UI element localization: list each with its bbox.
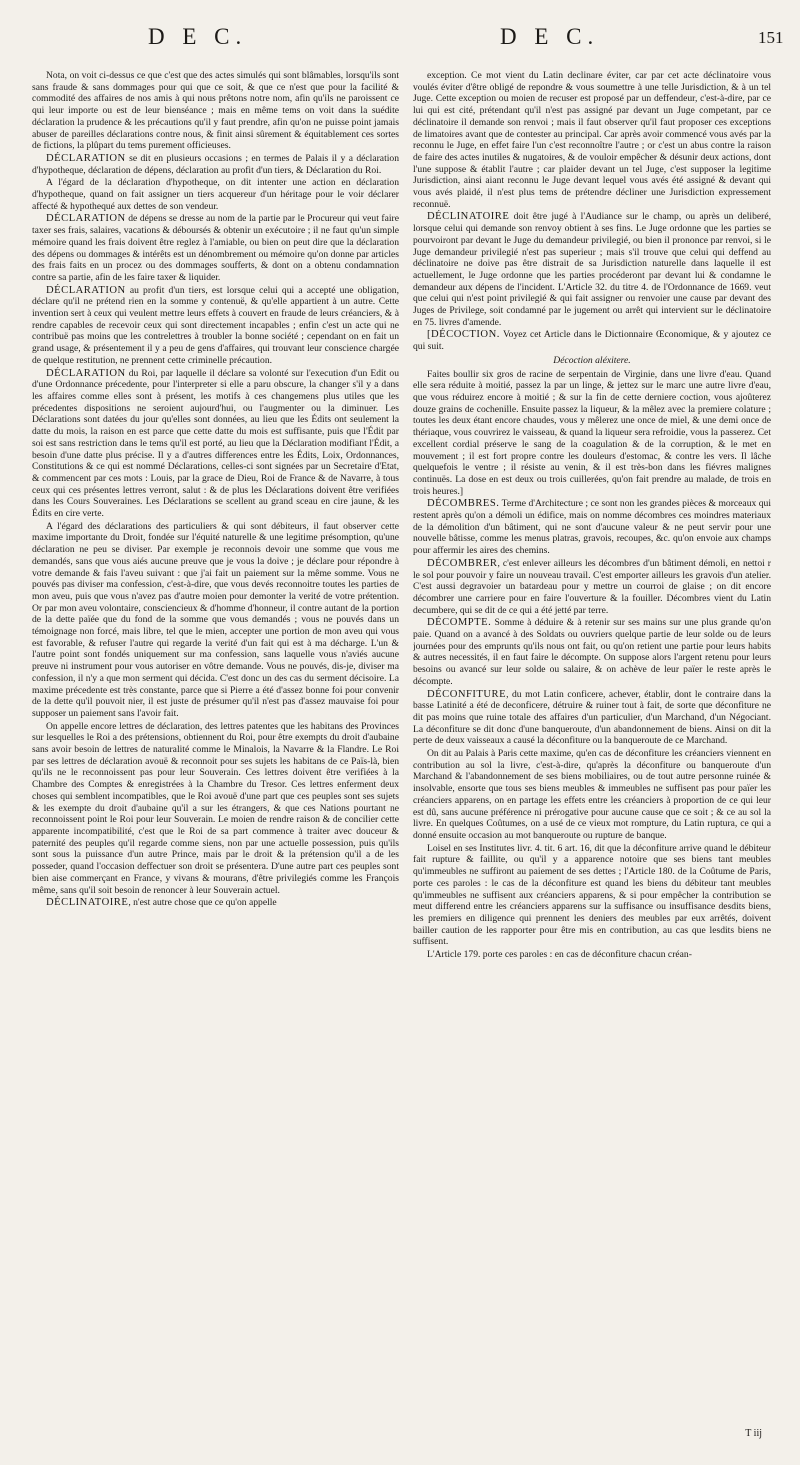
right-column [413,70,771,1450]
entry-text: L'Article 179. porte ces paroles : en cas de déconfiture chacun créan- [427,949,692,961]
running-head-left: D E C. [148,24,248,49]
entry-text: On appelle encore lettres de déclaration, des lettres patentes que les habitans des Provinces sur lesquelles le Roi a des prétensions, obtiennent du Roi, pour être exempts du droit d'aubaine sans avoir besoin de lettres de naturalité comme le Minalois, la Navarre & la Flandre. Le Roi par ses lettres de déclaration avouë & reconnoit pour ses sujets les habitans de ce Païs-là, bien qu'ils ne le reconnoissent pas pour leur Souverain. Ces lettres doivent être verifiées à la Chambre des Comptes & enregistrées à la Chambre du Tresor. Ces lettres enferment deux choses qui semblent incompatibles, que le Roi avouë d'une part que ces peuples sont ses sujets & les exempte du droit d'aubaine qu'il a sur les étrangers, & que ces Nations pourtant ne reconnoissent point le Roi pour leur Souverain. Le moien de rendre raison & de concilier cette apparente incompatibilité, c'est que le Roi de sa part commence à traiter avec douceur & paternité des peuples qu'il regarde comme siens, non par une actuelle possession, puis qu'ils sont sous la puissance d'un autre Prince, mais par le droit & la prétension qu'il a de les posseder, quand l'occasion deffectuer son droit se présentera. D'une autre part ces peuples sont bien aise commerçant en France, y vivans & mourans, d'être privilegiés comme les François même, sans qu'il soit besoin de renoncer à leur Souverain actuel. [32,720,399,896]
entry-headword: DÉCLINATOIRE [427,211,510,223]
entry-text: , du mot Latin conficere, achever, établir, dont le contraire dans la basse Latinité a été de deconficere, détruire & ruiner tout à fait, de sorte que déconfiture ne dit pas moins que ruine totale des affaires d'un particulier, d'un Marchand, d'un Négociant. La déconfiture se dit donc d'une banqueroute, d'un abandonnement de biens. Ainsi on dit la perte de deux vaisseaux a causé la déconfiture ou la banqueroute de ce Marchand. [413,688,771,747]
entry-headword: DÉCLARATION [46,213,126,225]
entry-headword: DÉCLARATION [46,152,126,164]
paragraph [413,498,771,557]
paragraph [32,70,399,152]
paragraph [413,329,771,352]
page-number: 151 [758,28,784,47]
paragraph [32,368,399,520]
entry-text: On dit au Palais à Paris cette maxime, qu'en cas de déconfiture les créanciers viennent en contribution au sol la livre, c'est-à-dire, qu'après la déconfiture ou banqueroute d'un Marchand & l'abandonnement de ses biens mobiliaires, ou de tout autre personne ruinée & insolvable, ensorte que tous ses biens meubles & immeubles ne suffisent pas pour païer les créanciers apparens, on en partage les effets entre les créanciers à proportion de ce qui leur est dû, sans aucune préférence ni prérogative pour aucune cause que ce soit ; & ce au sol la livre. En quelques Coûtumes, on a usé de ce vieux mot rompture, du Latin ruptura, ce qui a donné ensuite occasion au mot banqueroute ou rupture de banque. [413,748,771,841]
paragraph [413,369,771,498]
paragraph [413,211,771,328]
entry-headword: DÉCOMBRER [427,557,498,569]
entry-text: Faites boullir six gros de racine de serpentain de Virginie, dans une livre d'eau. Quand elle sera réduite à moitié, passez la par un linge, & jettez sur le marc une autre livre d'eau, que vous réduirez encore à moitié ; & sur la fin de cette derniere coction, vous ajoûterez douze grains de cochenille. Ensuite passez la liqueur, & la mêlez avec la premiere colature ; toutes les deux étant encore chaudes, vous y mêlerez une once de miel, & une demi once de thériaque, vous couvrirez le vaisseau, & quand la liqueur sera refroidie, vous la passerez. Cet excellent cordial préserve le sang de la coagulation & de la corruption, & le met en mouvement ; il est fort propre contre les douleurs d'estomac, & contre les vers. Il lâche quelquefois le ventre ; il résiste au venin, & il est très-bon dans les fiévres malignes continuës. La dose en est deux ou trois cuillerées, qu'on fait prendre au malade, de trois en trois heures.] [413,368,771,497]
paragraph [413,617,771,687]
entry-headword: DÉCONFITURE [427,688,507,700]
entry-text: doit être jugé à l'Audiance sur le champ, ou après un deliberé, lorsque celui qui demande son renvoy obtient à ses fins. Le Juge ordonne que les parties se pourvoiront par devant le Juge du demandeur privilegié, ou bien il prononce par renvoi, si le Juge demandeur privilegié n'est pas superieur ; mais s'il trouve que celui qui deffend au déclinatoire ne doive pas être distrait de sa Jurisdiction naturelle dans laquelle il est actuellement, le Juge ordonne que les parties procéderont par devant lui & condamne le demandeur aux dépens de l'incident. L'Article 32. du titre 4. de l'Ordonnance de 1669. veut que celui qui n'est point privilegié & qui fait assigner ou renvoier une cause par devant des Juges de Privilege, soit condamné par le jugement ou arrêt qui intervient sur le déclinatoire en 75. livres d'amende. [413,211,771,328]
paragraph [413,949,771,961]
entry-text: Loisel en ses Institutes livr. 4. tit. 6 art. 16, dit que la déconfiture arrive quand le débiteur fait rupture & faillite, ou qu'il y a apparence notoire que ses biens tant meubles qu'immeubles ne suffiront au paiement de ses dettes ; l'Article 180. de la Coûtume de Paris, porte ces paroles : le cas de la déconfiture est quand les biens du débiteur tant meubles qu'immeubles ne suffisent aux créanciers apparens, & si pour empêcher la contribution se meut differend entre les créanciers apparens sur la suffisance ou insuffisance desdits biens, les premiers en diligence qui prennent les deniers des meubles par eux arrêtés, doivent bailler caution de les rapporter pour être mis en contribution, au cas que lesdits biens ne suffisent. [413,842,771,948]
entry-text: se dit en plusieurs occasions ; en termes de Palais il y a déclaration d'hypotheque, déclaration de dépens, déclaration au profit d'un tiers, & Déclaration du Roi. [32,152,399,176]
paragraph [32,285,399,367]
paragraph [413,843,771,948]
running-header [0,22,800,62]
paragraph [32,721,399,897]
entry-headword: DÉCOMBRES. [427,498,500,510]
entry-headword: DÉCLARATION [46,367,126,379]
paragraph [413,689,771,748]
entry-headword: [DÉCOCTION. [427,329,500,341]
paragraph [32,213,399,283]
paragraph [413,70,771,210]
entry-text: exception. Ce mot vient du Latin declinare éviter, car par cet acte déclinatoire vous voulés éviter d'être obligé de repondre & vous soumettre à une telle Jurisdiction, & à un tel Juge. Cette exception ou moien de recuser est proposé par un deffendeur, c'est-à-dire, par ce lui qui est cité, prétendant qu'il n'est pas assigné par devant un Juge competant, par ce déclinatoire il demande son renvoi ; mais il faut observer qu'il faut proposer ces exceptions de limatoires avant que de contester au principal. Car après avoir commencé vous avés par la reconnu le Juge, en effet faire l'un c'est reconnoître l'autre ; or c'est un abus contre la raison de faire des actes inutiles & nugatoires, & de vouloir empêcher & désunir deux actions, dont l'une suppose & établit l'autre ; car plaider devant un tel Juge, c'est supposer la legitime Jurisdiction, ainsi aiant reconnu le Juge devant lequel vous avés été assigné & devant qui vous avés plaidé, il n'est plus tems de prétendre décliner une Jurisdiction expressement reconnuë. [413,70,771,210]
entry-text: du Roi, par laquelle il déclare sa volonté sur l'execution d'un Edit ou d'une Ordonnance précedente, pour l'interpreter si elle a paru obscure, la changer s'il y a dans les affaires comme elles sont à présent, les motifs à ces changemens plus utiles que les précedentes dispositions ne seroient aujourd'hui, ou l'augmenter ou la diminuer. Les Déclarations sont datées du jour qu'elles sont données, au lieu que les Édits ont seulement la datte du mois, la raison en est parce que cette datte du mois est suffisante, puis que l'Édit par soi est sans restriction dans le tems qu'il est porté, au lieu que la Déclaration modifiant l'Édit, a besoin d'une datte plus précise. Il y a d'autres differences entre les Édits, Loix, Ordonnances, Constitutions & ce qui est nommé Déclarations, celles-ci sont signées par un Secretaire d'Etat, & commencent par ces mots : Louis, par la grace de Dieu, Roi de France & de Navarre, à tous ceux qui ces présentes lettres verront, salut : & de plus les Déclarations doivent être verifiées dans les Cours Souveraines. Les Déclarations se scellent au grand sceau en cire jaune, & les Édits en cire verte. [32,367,399,520]
paragraph [413,558,771,617]
entry-text: A l'égard des déclarations des particuliers & qui sont débiteurs, il faut observer cette maxime importante du Droit, fondée sur l'équité naturelle & une legitime présomption, qu'une déclaration ne peu se diviser. Par exemple je reconnois devoir une somme que vous me demandés, sans que vous aiés aucune preuve que je vous la doive ; je déclare pour répondre à votre demande & fais l'aveu suivant : que j'ai fait un paiement sur la même somme. Vous ne pouvés pas diviser ma confession, c'est-à-dire, que vous devés reconnoitre toutes les parties de mon aveu, puis que vous n'avez pas d'autre moien pour demonter la verité de votre prétention. Or par mon aveu volontaire, consciencieux & d'homme d'honneur, il contre autant de la portion de la dette païée que du fond de la somme que vous demandés ; vous ne pouvés dans un témoignage non forcé, mais libre, tel que le mien, accepter une portion de mon aveu qui vous est favorable, & refuser l'autre qui regarde la verité d'un fait qui est à ma décharge. L'un & l'autre point sont fondés uniquement sur ma confession, sans laquelle vous n'aviés aucune preuve ni instrument pour vous autoriser en vôtre demande. Vous ne pouvés, dis-je, diviser ma confession, il n'y a que mon serment qui décida. C'est donc un des cas du serment décisoire. La maxime précedente est très constante, parce que si Pierre a été d'assez bonne foi pour convenir de la dette qu'il pouvoit nier, il est juste de présumer qu'il n'est pas d'assez mauvaise foi pour supposer un paiement sans l'avoir fait. [32,520,399,719]
entry-text: Somme à déduire & à retenir sur ses mains sur une plus grande qu'on paie. Quand on a avancé à des Soldats ou ouvriers quelque partie de leur solde ou de leurs journées pour des emprunts qu'ils nous ont fait, ou qu'on retient une partie pour leurs habits & autres necessités, il en faut faire le décompte. On suppose alors l'argent retenu pour leurs besoins ou avancé sur leur solde ou salaire, & on achève de leur païer le reste après le décompte. [413,617,771,687]
paragraph [32,521,399,720]
paragraph [413,748,771,842]
entry-text: au profit d'un tiers, est lorsque celui qui a accepté une obligation, déclare qu'il ne prétend rien en la somme y contenuë, & qu'elle appartient à un autre. Cette invention sert à ceux qui veulent mettre leurs effets à couvert en fraude de leurs créanciers, & à rendre capables de recevoir ceux qui sont directement incapables ; enfin c'est un acte qui ne contribuë pas moins que les contrelettres à troubler la bonne société ; cependant on en fait un grand usage, & présentement il y a peu de gens d'affaires, qui trouvant leur conscience chargée de quelque restitution, ne prennent cette criminelle précaution. [32,284,399,366]
subheading: Décoction aléxitere. [553,354,631,366]
entry-text: Voyez cet Article dans le Dictionnaire Œconomique, & y ajoutez ce qui suit. [413,329,771,353]
entry-text: , n'est autre chose que ce qu'on appelle [128,897,277,909]
entry-headword: DÉCLARATION [46,284,126,296]
signature-mark: T iij [745,1428,762,1439]
paragraph [32,153,399,176]
entry-text: A l'égard de la déclaration d'hypotheque, on dit intenter une action en déclaration d'hypotheque, quand on fait assigner un tiers acquereur d'un héritage pour le voir déclarer affecté & hypothequé aux dettes de son vendeur. [32,177,399,212]
running-head-right: D E C. [500,24,600,49]
entry-headword: DÉCOMPTE. [427,617,492,629]
entry-text: de dépens se dresse au nom de la partie par le Procureur qui veut faire taxer ses frais, salaires, vacations & déboursés & obtenir un exécutoire ; il ne faut qu'un simple mémoire quand les frais doivent être reglez à l'amiable, ou bien on peut dire que la déclaration des dépens ou dommages & intérêts est un dénombrement ou mémoire qu'on donne par articles des frais faits en un procez ou des dommages soufferts, & dont on a obtenu condamnation contre sa partie, afin de les faire taxer & liquider. [32,213,399,283]
paragraph [32,897,399,909]
entry-text: , c'est enlever ailleurs les décombres d'un bâtiment démoli, en nettoi r le sol pour pouvoir y faire un nouveau travail. C'est emporter ailleurs les gravois d'un atelier. C'est aussi degravoier un batardeau pour y mettre un courroi de glaise ; on dit encore décombrer une carriere pour en faire l'ouverture & la fouiller. Décombres vient du Latin decumbere, qui se dit de ce qui a été jetté par terre. [413,557,771,616]
entry-headword: DÉCLINATOIRE [46,897,129,909]
left-column [32,70,399,1450]
entry-text: Nota, on voit ci-dessus ce que c'est que des actes simulés qui sont blâmables, lorsqu'ils sont sans fraude & sans dommages pour qui que ce soit, & que ce n'est que pour la facilité & commodité des affaires de nos amis à qui nous prêtons notre nom, afin qu'ils ne paroissent ce qui leur importe ou est de leur bienséance ; mais en même tems on voit dans la suédite déclaration la prudence & les précautions qu'il y faut prendre, afin qu'on ne puisse point jamais abuser de pareilles déclarations contre nous, & finit ainsi sûrement & équitablement ces sortes de fictions, la plûpart du tems purement officieuses. [32,70,399,152]
paragraph [32,177,399,212]
entry-text: Terme d'Architecture ; ce sont non les grandes pièces & morceaux qui restent après qu'on a démoli un édifice, mais on nomme décombres ces moindres materiaux de la démolition d'un bâtiment, qui ne sont d'aucune valeur & ne peut servir pour une nouvelle bâtisse, comme les menus platras, gravois, recoupes, &c. qu'on envoie aux champs pour affermir les aires des chemins. [413,498,771,557]
